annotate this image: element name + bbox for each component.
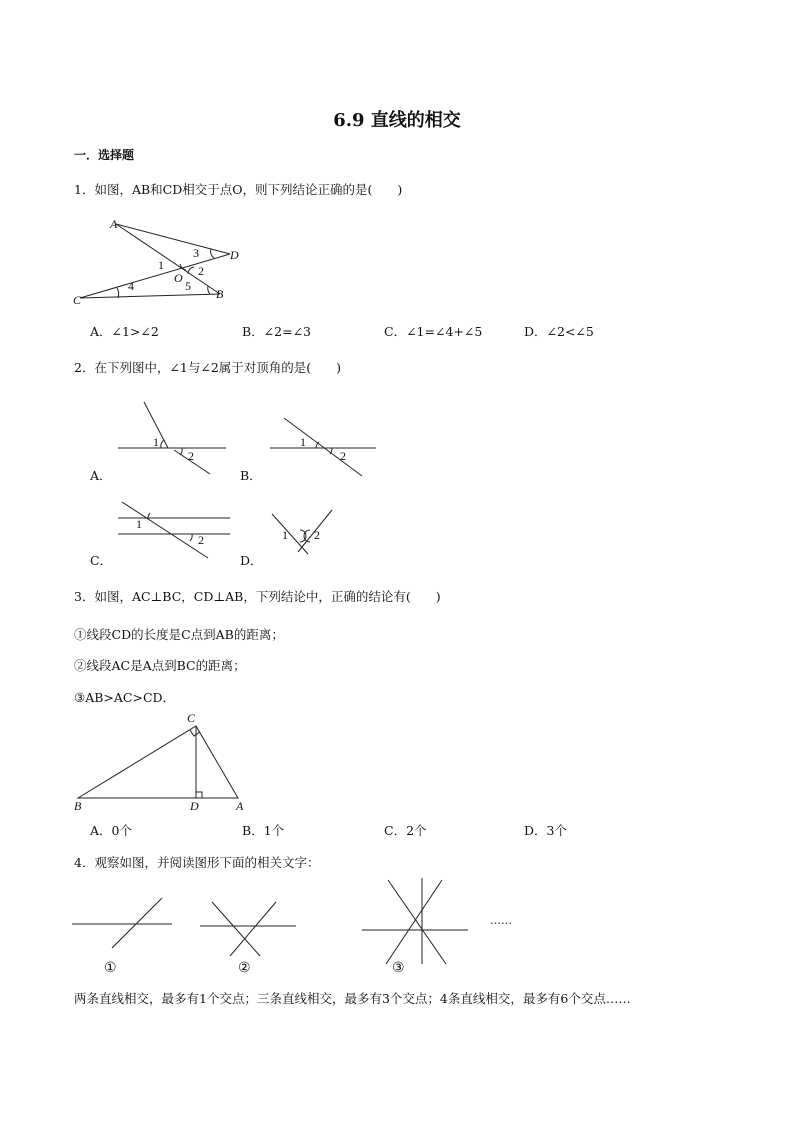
angle-2-arc	[190, 534, 192, 541]
section-heading: 一．选择题	[74, 148, 135, 162]
page-title: 6.9 直线的相交	[333, 110, 461, 131]
transversal-line	[122, 502, 208, 558]
label-C: C	[187, 711, 196, 725]
segment-CB	[80, 294, 220, 298]
q2-option-c[interactable]: C．	[90, 553, 113, 568]
q1-option-c[interactable]: C．∠1=∠4+∠5	[384, 324, 483, 339]
q1-figure	[70, 214, 250, 307]
q3-option-b[interactable]: B．1个	[242, 823, 285, 838]
question-2-stem: 2．在下列图中，∠1与∠2属于对顶角的是( )	[74, 360, 342, 375]
angle-label-2: 2	[198, 264, 204, 278]
label-B: B	[216, 287, 224, 301]
triangle-ABC	[78, 726, 238, 798]
q4-text: 两条直线相交，最多有1个交点；三条直线相交，最多有3个交点；4条直线相交，最多有6个交点……	[74, 991, 631, 1006]
q4-figure-2	[198, 898, 308, 958]
q4-figure-2-label: ②	[238, 960, 251, 976]
q4-figure-3	[360, 876, 480, 966]
q3-statement-3: ③AB>AC>CD．	[74, 690, 176, 705]
angle-label-1: 1	[136, 517, 142, 531]
question-3-stem: 3．如图，AC⊥BC，CD⊥AB，下列结论中，正确的结论有( )	[74, 589, 441, 604]
q4-figure-1-label: ①	[104, 960, 117, 976]
line-2	[112, 898, 162, 948]
label-D: D	[230, 248, 239, 262]
angle-label-2: 2	[188, 449, 194, 463]
q2-figure-c	[112, 498, 242, 568]
label-D: D	[190, 799, 199, 813]
line-left	[272, 514, 308, 554]
angle-1-arc	[316, 442, 319, 448]
q1-option-a[interactable]: A．∠1>∠2	[90, 324, 159, 339]
question-4-stem: 4．观察如图，并阅读图形下面的相关文字：	[74, 855, 320, 870]
q3-option-a[interactable]: A．0个	[90, 823, 132, 838]
label-A: A	[110, 217, 118, 231]
q2-option-d[interactable]: D．	[240, 553, 263, 568]
angle-label-1: 1	[158, 258, 164, 272]
q1-option-b[interactable]: B．∠2=∠3	[242, 324, 312, 339]
angle-label-5: 5	[185, 279, 191, 293]
angle-1-arc	[148, 513, 150, 518]
q2-figure-d	[264, 506, 344, 576]
angle-label-1: 1	[153, 435, 159, 449]
label-A: A	[236, 799, 244, 813]
angle-label-1: 1	[300, 435, 306, 449]
segment-AD	[116, 224, 230, 254]
label-C: C	[73, 293, 82, 307]
q1-option-d[interactable]: D．∠2<∠5	[524, 324, 594, 339]
angle-2-arc	[180, 448, 182, 455]
q3-statement-1: ①线段CD的长度是C点到AB的距离；	[74, 627, 284, 642]
label-O: O	[174, 271, 183, 285]
question-1-stem: 1．如图，AB和CD相交于点O，则下列结论正确的是( )	[74, 182, 403, 197]
q2-figure-b	[264, 412, 384, 492]
angle-1-arc	[161, 440, 164, 448]
q2-figure-a	[112, 398, 232, 478]
angle-label-3: 3	[193, 246, 199, 260]
q4-figure-3-label: ③	[392, 960, 405, 976]
q3-option-c[interactable]: C．2个	[384, 823, 427, 838]
q2-option-b[interactable]: B．	[240, 468, 262, 483]
segment-CD	[80, 254, 230, 298]
angle-label-4: 4	[128, 279, 134, 293]
right-angle-mark-D	[196, 792, 202, 798]
q2-option-a[interactable]: A．	[90, 468, 112, 483]
q3-figure	[70, 712, 260, 812]
angle-label-2: 2	[340, 449, 346, 463]
angle-3-arc	[211, 249, 214, 258]
q4-ellipsis: ……	[490, 914, 512, 927]
q4-figure-1	[70, 894, 180, 954]
q3-option-d[interactable]: D．3个	[524, 823, 567, 838]
q3-statement-2: ②线段AC是A点到BC的距离；	[74, 658, 246, 673]
angle-label-2: 2	[198, 533, 204, 547]
label-B: B	[74, 799, 82, 813]
transversal-line	[284, 418, 362, 476]
angle-label-2: 2	[314, 528, 320, 542]
line-3	[386, 880, 442, 964]
line-2	[388, 880, 446, 964]
angle-label-1: 1	[282, 528, 288, 542]
